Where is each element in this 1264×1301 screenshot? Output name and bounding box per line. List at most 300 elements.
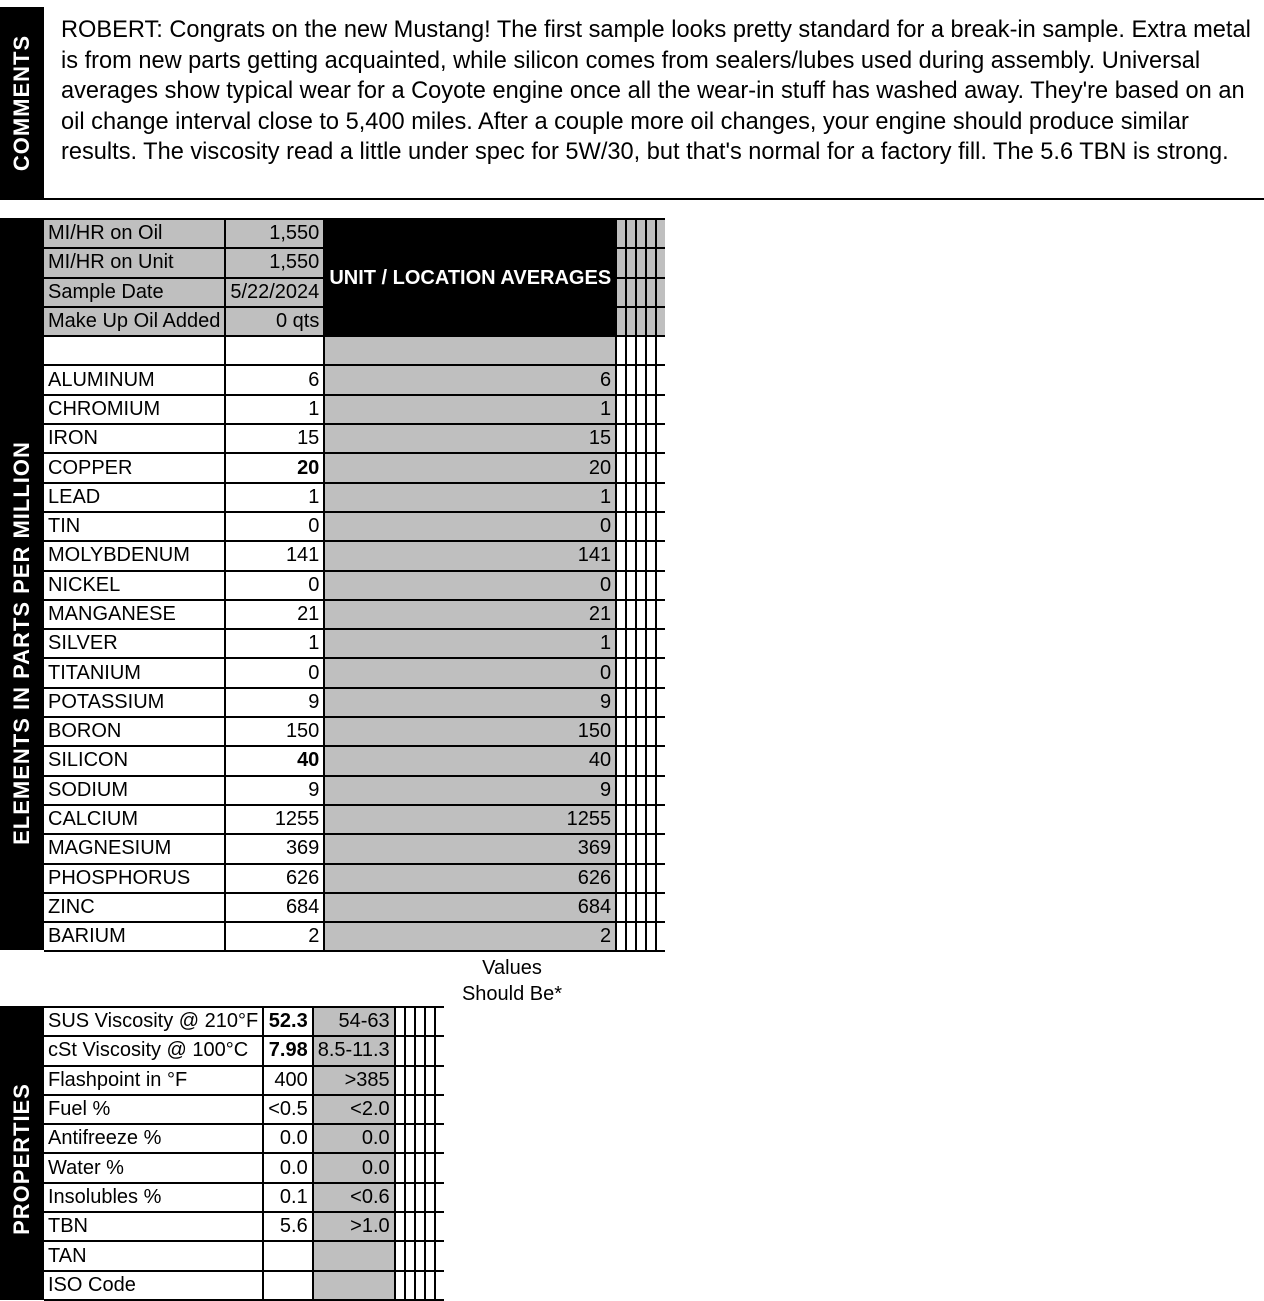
property-name: Flashpoint in °F [44, 1066, 263, 1095]
property-name: Fuel % [44, 1095, 263, 1124]
element-row [44, 541, 665, 570]
element-name: BARIUM [44, 922, 225, 951]
property-value: 0.1 [263, 1183, 312, 1212]
property-spec: 54-63 [313, 1007, 395, 1036]
empty-cell [656, 307, 665, 336]
element-average: 9 [324, 688, 616, 717]
empty-cell [626, 893, 636, 922]
empty-cell [626, 307, 636, 336]
empty-cell [415, 1153, 425, 1182]
empty-cell [646, 629, 656, 658]
empty-cell [656, 571, 665, 600]
empty-cell [425, 1007, 435, 1036]
empty-cell [656, 658, 665, 687]
empty-cell [425, 1241, 435, 1270]
empty-cell [646, 864, 656, 893]
element-value: 40 [225, 746, 324, 775]
empty-cell [646, 600, 656, 629]
empty-cell [626, 864, 636, 893]
empty-cell [656, 512, 665, 541]
property-spec: >1.0 [313, 1212, 395, 1241]
empty-cell [425, 1183, 435, 1212]
property-value [263, 1271, 312, 1300]
empty-cell [646, 922, 656, 951]
element-value: 1 [225, 395, 324, 424]
empty-cell [646, 453, 656, 482]
empty-cell [646, 834, 656, 863]
property-name: ISO Code [44, 1271, 263, 1300]
empty-cell [626, 483, 636, 512]
empty-cell [395, 1271, 405, 1300]
property-name: Water % [44, 1153, 263, 1182]
property-name: TAN [44, 1241, 263, 1270]
element-row [44, 893, 665, 922]
empty-cell [225, 336, 324, 365]
empty-cell [435, 1212, 444, 1241]
empty-cell [646, 571, 656, 600]
empty-cell [425, 1212, 435, 1241]
header-row-value: 0 qts [225, 307, 324, 336]
element-average: 2 [324, 922, 616, 951]
empty-cell [405, 1212, 415, 1241]
element-row [44, 864, 665, 893]
empty-cell [616, 805, 626, 834]
element-value: 1 [225, 483, 324, 512]
empty-cell [636, 688, 646, 717]
empty-cell [616, 424, 626, 453]
header-row-label: MI/HR on Unit [44, 248, 225, 277]
element-row [44, 776, 665, 805]
empty-cell [616, 717, 626, 746]
element-name: POTASSIUM [44, 688, 225, 717]
element-row [44, 512, 665, 541]
empty-cell [636, 219, 646, 248]
element-row [44, 717, 665, 746]
empty-cell [626, 717, 636, 746]
element-row [44, 688, 665, 717]
property-row [44, 1212, 444, 1241]
element-average: 141 [324, 541, 616, 570]
empty-cell [636, 307, 646, 336]
empty-cell [656, 834, 665, 863]
element-row [44, 922, 665, 951]
empty-cell [435, 1124, 444, 1153]
empty-cell [616, 776, 626, 805]
empty-cell [646, 424, 656, 453]
element-value: 0 [225, 658, 324, 687]
empty-cell [626, 688, 636, 717]
property-spec: 8.5-11.3 [313, 1036, 395, 1065]
element-row [44, 805, 665, 834]
empty-cell [616, 483, 626, 512]
empty-cell [415, 1241, 425, 1270]
empty-cell [646, 893, 656, 922]
empty-cell [395, 1095, 405, 1124]
property-row [44, 1066, 444, 1095]
empty-cell [656, 219, 665, 248]
empty-cell [616, 600, 626, 629]
empty-cell [656, 717, 665, 746]
empty-cell [415, 1007, 425, 1036]
element-name: BORON [44, 717, 225, 746]
empty-cell [405, 1241, 415, 1270]
empty-cell [435, 1095, 444, 1124]
element-row [44, 834, 665, 863]
empty-cell [656, 746, 665, 775]
empty-cell [425, 1271, 435, 1300]
element-value: 369 [225, 834, 324, 863]
empty-cell [405, 1271, 415, 1300]
empty-cell [626, 336, 636, 365]
element-average: 1 [324, 629, 616, 658]
empty-cell [616, 922, 626, 951]
empty-cell [616, 658, 626, 687]
empty-cell [395, 1007, 405, 1036]
property-row [44, 1095, 444, 1124]
empty-cell [626, 453, 636, 482]
property-row [44, 1124, 444, 1153]
empty-cell [636, 278, 646, 307]
empty-cell [435, 1066, 444, 1095]
header-row-value: 5/22/2024 [225, 278, 324, 307]
element-value: 1255 [225, 805, 324, 834]
property-value: 400 [263, 1066, 312, 1095]
empty-cell [636, 746, 646, 775]
empty-cell [636, 336, 646, 365]
empty-cell [636, 453, 646, 482]
empty-cell [646, 658, 656, 687]
empty-cell [626, 512, 636, 541]
property-value: 52.3 [263, 1007, 312, 1036]
empty-cell [425, 1036, 435, 1065]
empty-cell [636, 541, 646, 570]
property-value: 0.0 [263, 1153, 312, 1182]
element-row [44, 658, 665, 687]
empty-cell [646, 278, 656, 307]
property-row [44, 1183, 444, 1212]
empty-cell [636, 717, 646, 746]
empty-cell [626, 776, 636, 805]
element-value: 2 [225, 922, 324, 951]
empty-cell [626, 541, 636, 570]
header-row-label: Make Up Oil Added [44, 307, 225, 336]
empty-cell [616, 571, 626, 600]
element-name: MANGANESE [44, 600, 225, 629]
element-name: NICKEL [44, 571, 225, 600]
empty-cell [626, 365, 636, 394]
element-name: SILICON [44, 746, 225, 775]
empty-cell [405, 1066, 415, 1095]
property-value: 7.98 [263, 1036, 312, 1065]
empty-cell [616, 834, 626, 863]
empty-cell [435, 1241, 444, 1270]
empty-cell [646, 365, 656, 394]
empty-cell [415, 1271, 425, 1300]
empty-cell [626, 600, 636, 629]
spacer-row [44, 336, 665, 365]
property-row [44, 1241, 444, 1270]
element-name: SILVER [44, 629, 225, 658]
element-average: 0 [324, 571, 616, 600]
empty-cell [656, 922, 665, 951]
element-name: CALCIUM [44, 805, 225, 834]
values-note-line1: Values [482, 957, 542, 979]
empty-cell [656, 600, 665, 629]
empty-cell [656, 541, 665, 570]
empty-cell [646, 219, 656, 248]
properties-label: PROPERTIES [9, 1082, 34, 1235]
element-average: 1255 [324, 805, 616, 834]
element-average: 1 [324, 395, 616, 424]
empty-cell [395, 1066, 405, 1095]
empty-cell [636, 248, 646, 277]
empty-cell [636, 483, 646, 512]
empty-cell [636, 893, 646, 922]
empty-cell [395, 1036, 405, 1065]
property-name: cSt Viscosity @ 100°C [44, 1036, 263, 1065]
empty-cell [425, 1124, 435, 1153]
empty-cell [616, 746, 626, 775]
property-spec: 0.0 [313, 1124, 395, 1153]
empty-cell [616, 395, 626, 424]
empty-cell [656, 629, 665, 658]
empty-cell [435, 1153, 444, 1182]
empty-cell [616, 541, 626, 570]
empty-cell [646, 746, 656, 775]
element-average: 9 [324, 776, 616, 805]
empty-cell [626, 395, 636, 424]
element-value: 20 [225, 453, 324, 482]
empty-cell [656, 453, 665, 482]
element-row [44, 600, 665, 629]
empty-cell [425, 1153, 435, 1182]
property-row [44, 1271, 444, 1300]
empty-cell [395, 1241, 405, 1270]
empty-cell [656, 395, 665, 424]
property-name: Insolubles % [44, 1183, 263, 1212]
unit-location-averages-header: UNIT / LOCATION AVERAGES [324, 219, 616, 336]
empty-cell [656, 893, 665, 922]
empty-cell [415, 1095, 425, 1124]
empty-cell [415, 1036, 425, 1065]
empty-cell [616, 864, 626, 893]
empty-cell [636, 864, 646, 893]
element-value: 15 [225, 424, 324, 453]
empty-cell [405, 1036, 415, 1065]
property-value: <0.5 [263, 1095, 312, 1124]
header-row-label: MI/HR on Oil [44, 219, 225, 248]
empty-cell [656, 688, 665, 717]
header-row-value: 1,550 [225, 248, 324, 277]
header-row [44, 219, 665, 248]
element-row [44, 629, 665, 658]
header-row-label: Sample Date [44, 278, 225, 307]
empty-cell [656, 336, 665, 365]
empty-cell [656, 424, 665, 453]
property-spec: <0.6 [313, 1183, 395, 1212]
empty-cell [425, 1066, 435, 1095]
empty-cell [395, 1153, 405, 1182]
empty-cell [616, 365, 626, 394]
property-name: SUS Viscosity @ 210°F [44, 1007, 263, 1036]
property-row [44, 1036, 444, 1065]
property-spec: >385 [313, 1066, 395, 1095]
empty-cell [616, 453, 626, 482]
empty-cell [626, 834, 636, 863]
empty-cell [646, 483, 656, 512]
element-name: TITANIUM [44, 658, 225, 687]
empty-cell [435, 1183, 444, 1212]
header-row-value: 1,550 [225, 219, 324, 248]
empty-cell [435, 1007, 444, 1036]
element-name: ALUMINUM [44, 365, 225, 394]
elements-side-label [0, 218, 44, 950]
empty-cell [415, 1212, 425, 1241]
property-row [44, 1007, 444, 1036]
empty-cell [646, 541, 656, 570]
empty-cell [646, 805, 656, 834]
empty-cell [626, 219, 636, 248]
empty-cell [636, 776, 646, 805]
empty-cell [415, 1066, 425, 1095]
empty-cell [636, 512, 646, 541]
empty-cell [636, 922, 646, 951]
empty-cell [656, 864, 665, 893]
empty-cell [636, 365, 646, 394]
empty-cell [626, 746, 636, 775]
property-name: TBN [44, 1212, 263, 1241]
element-average: 21 [324, 600, 616, 629]
element-value: 21 [225, 600, 324, 629]
empty-cell [626, 922, 636, 951]
empty-cell [636, 395, 646, 424]
comments-side-label [0, 7, 44, 198]
element-name: IRON [44, 424, 225, 453]
element-row [44, 483, 665, 512]
element-average: 150 [324, 717, 616, 746]
empty-cell [646, 336, 656, 365]
property-value [263, 1241, 312, 1270]
empty-cell [626, 805, 636, 834]
empty-cell [616, 219, 626, 248]
element-name: TIN [44, 512, 225, 541]
empty-cell [616, 688, 626, 717]
values-note-line2: Should Be* [461, 983, 563, 1005]
element-value: 9 [225, 776, 324, 805]
empty-cell [626, 424, 636, 453]
element-average: 369 [324, 834, 616, 863]
empty-cell [646, 776, 656, 805]
comments-section [0, 7, 1264, 200]
empty-cell [626, 248, 636, 277]
element-name: ZINC [44, 893, 225, 922]
properties-side-label [0, 1006, 44, 1300]
empty-cell [405, 1095, 415, 1124]
empty-cell [405, 1124, 415, 1153]
element-row [44, 395, 665, 424]
empty-cell [646, 717, 656, 746]
empty-cell [415, 1124, 425, 1153]
empty-cell [616, 248, 626, 277]
element-name: MAGNESIUM [44, 834, 225, 863]
empty-cell [636, 658, 646, 687]
empty-cell [626, 629, 636, 658]
element-row [44, 365, 665, 394]
element-average: 684 [324, 893, 616, 922]
property-spec: 0.0 [313, 1153, 395, 1182]
element-average: 0 [324, 658, 616, 687]
empty-cell [44, 336, 225, 365]
element-value: 0 [225, 571, 324, 600]
element-name: COPPER [44, 453, 225, 482]
empty-cell [415, 1183, 425, 1212]
empty-cell [616, 336, 626, 365]
empty-cell [395, 1124, 405, 1153]
elements-table [44, 218, 665, 952]
element-name: CHROMIUM [44, 395, 225, 424]
element-average: 20 [324, 453, 616, 482]
empty-cell [656, 365, 665, 394]
comments-label: COMMENTS [9, 34, 34, 171]
element-row [44, 424, 665, 453]
element-value: 684 [225, 893, 324, 922]
empty-cell [626, 658, 636, 687]
empty-cell [636, 600, 646, 629]
element-name: MOLYBDENUM [44, 541, 225, 570]
element-row [44, 571, 665, 600]
element-row [44, 746, 665, 775]
empty-cell [405, 1153, 415, 1182]
empty-cell [616, 307, 626, 336]
element-row [44, 453, 665, 482]
empty-cell [646, 688, 656, 717]
empty-cell [656, 805, 665, 834]
empty-cell [626, 571, 636, 600]
element-value: 626 [225, 864, 324, 893]
empty-cell [405, 1007, 415, 1036]
empty-cell [636, 571, 646, 600]
empty-cell [656, 278, 665, 307]
property-spec [313, 1241, 395, 1270]
empty-cell [656, 776, 665, 805]
empty-cell [395, 1212, 405, 1241]
empty-cell [656, 248, 665, 277]
element-name: PHOSPHORUS [44, 864, 225, 893]
element-average: 6 [324, 365, 616, 394]
element-value: 6 [225, 365, 324, 394]
property-row [44, 1153, 444, 1182]
empty-cell [405, 1183, 415, 1212]
empty-cell [616, 512, 626, 541]
empty-cell [656, 483, 665, 512]
element-value: 1 [225, 629, 324, 658]
empty-cell [636, 629, 646, 658]
element-average: 40 [324, 746, 616, 775]
property-value: 0.0 [263, 1124, 312, 1153]
empty-cell [646, 307, 656, 336]
elements-label: ELEMENTS IN PARTS PER MILLION [9, 440, 34, 845]
element-name: SODIUM [44, 776, 225, 805]
element-average: 1 [324, 483, 616, 512]
values-should-be-note [444, 955, 580, 1007]
property-spec: <2.0 [313, 1095, 395, 1124]
element-value: 141 [225, 541, 324, 570]
empty-cell [636, 805, 646, 834]
property-value: 5.6 [263, 1212, 312, 1241]
empty-cell [636, 834, 646, 863]
element-value: 150 [225, 717, 324, 746]
empty-cell [646, 512, 656, 541]
